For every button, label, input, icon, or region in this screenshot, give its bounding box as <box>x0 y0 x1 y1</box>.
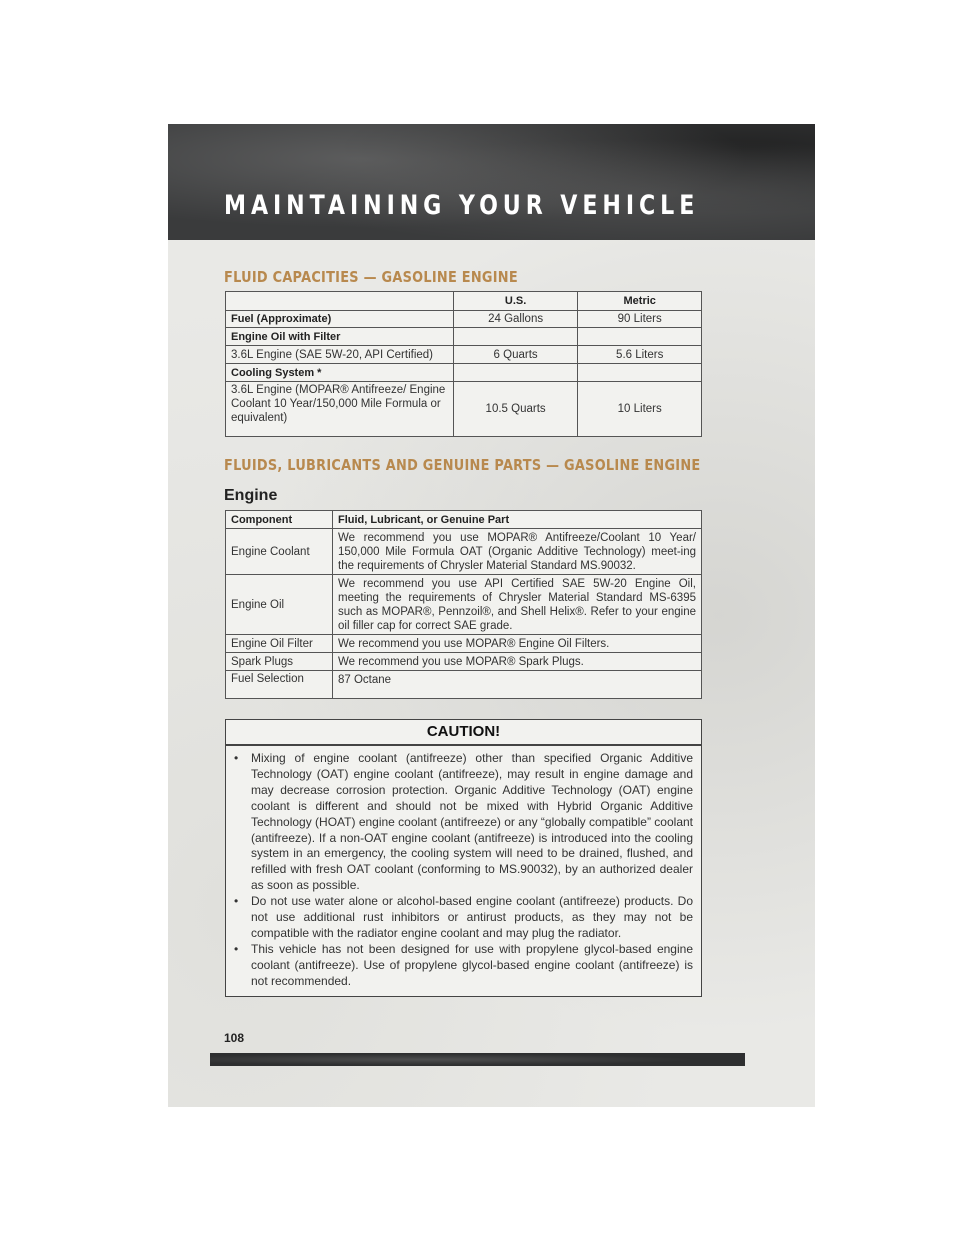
bullet-icon: • <box>234 894 239 909</box>
table-row <box>226 575 702 635</box>
table-row <box>226 653 702 671</box>
manual-page <box>168 124 815 1107</box>
table-row <box>226 311 702 328</box>
page-title: MAINTAINING YOUR VEHICLE <box>224 190 700 221</box>
footer-bar <box>210 1053 745 1066</box>
description-cell: We recommend you use MOPAR® Spark Plugs. <box>333 653 702 671</box>
row-label: Cooling System * <box>226 364 454 382</box>
component-cell: Engine Coolant <box>226 529 333 575</box>
metric-value: 10 Liters <box>578 382 702 437</box>
component-cell: Spark Plugs <box>226 653 333 671</box>
row-label: 3.6L Engine (MOPAR® Antifreeze/ Engine Coolant 10 Year/150,000 Mile Formula or equivalent) <box>226 382 454 437</box>
component-cell: Engine Oil <box>226 575 333 635</box>
bullet-icon: • <box>234 941 239 956</box>
list-item <box>234 941 693 990</box>
page-number: 108 <box>224 1031 245 1045</box>
column-header: U.S. <box>453 292 578 311</box>
caution-list <box>226 746 701 990</box>
column-header <box>226 292 454 311</box>
table-row <box>226 328 702 346</box>
list-item <box>234 894 693 942</box>
column-header: Fluid, Lubricant, or Genuine Part <box>333 511 702 529</box>
table-header-row <box>226 292 702 311</box>
table-row <box>226 382 702 437</box>
table-row <box>226 346 702 364</box>
metric-value <box>578 328 702 346</box>
caution-box <box>225 719 702 997</box>
description-cell: We recommend you use API Certified SAE 5W-20 Engine Oil, meeting the requirements of Chrysler Material Standard MS-6395 such as MOPAR®, Pennzoil®, and Shell Helix®. Refer to your engine oil filler cap for correct SAE grade. <box>333 575 702 635</box>
caution-text: Do not use water alone or alcohol-based engine coolant (antifreeze) products. Do not use additional rust inhibitors or antirust products, as they may not be compatible with the radiator engine coolant and may plug the radiator. <box>251 894 693 940</box>
caution-text: Mixing of engine coolant (antifreeze) other than specified Organic Additive Technology (OAT) engine coolant (antifreeze), may result in engine damage and may decrease corrosion protection. Organic Additive Technology (OAT) engine coolant is different and should not be mixed with Hybrid Organic Additive Technology (HOAT) engine coolant (antifreeze) or any “globally compatible” coolant (antifreeze). If a non-OAT engine coolant (antifreeze) is introduced into the cooling system in an emergency, the cooling system will need to be drained, flushed, and refilled with fresh OAT coolant (conforming to MS.90032), by an authorized dealer as soon as possible. <box>251 751 694 893</box>
column-header: Component <box>226 511 333 529</box>
table-row <box>226 529 702 575</box>
description-cell: 87 Octane <box>333 671 702 699</box>
row-label: 3.6L Engine (SAE 5W-20, API Certified) <box>226 346 454 364</box>
description-cell: We recommend you use MOPAR® Antifreeze/Coolant 10 Year/ 150,000 Mile Formula OAT (Organic Additive Technology) meet-ing the requirements of Chrysler Material Standard MS.90032. <box>333 529 702 575</box>
us-value: 6 Quarts <box>453 346 578 364</box>
us-value: 24 Gallons <box>453 311 578 328</box>
table-row <box>226 635 702 653</box>
fluids-lubricants-title: FLUIDS, LUBRICANTS AND GENUINE PARTS — GASOLINE ENGINE <box>224 456 701 474</box>
fluids-table <box>225 510 702 699</box>
component-cell: Fuel Selection <box>226 671 333 699</box>
metric-value <box>578 364 702 382</box>
fluid-capacities-table <box>225 291 702 437</box>
engine-subtitle: Engine <box>224 487 278 504</box>
table-row <box>226 364 702 382</box>
caution-text: This vehicle has not been designed for use with propylene glycol-based engine coolant (antifreeze). Use of propylene glycol-based engine coolant (antifreeze) is not recommended. <box>251 941 693 988</box>
table-header-row <box>226 511 702 529</box>
header-banner <box>168 124 815 240</box>
column-header: Metric <box>578 292 702 311</box>
table-row <box>226 671 702 699</box>
us-value <box>453 328 578 346</box>
us-value: 10.5 Quarts <box>453 382 578 437</box>
component-cell: Engine Oil Filter <box>226 635 333 653</box>
us-value <box>453 364 578 382</box>
description-cell: We recommend you use MOPAR® Engine Oil Filters. <box>333 635 702 653</box>
row-label: Fuel (Approximate) <box>226 311 454 328</box>
row-label: Engine Oil with Filter <box>226 328 454 346</box>
metric-value: 90 Liters <box>578 311 702 328</box>
metric-value: 5.6 Liters <box>578 346 702 364</box>
fluid-capacities-title: FLUID CAPACITIES — GASOLINE ENGINE <box>224 268 518 286</box>
list-item <box>234 751 694 894</box>
bullet-icon: • <box>234 751 239 765</box>
caution-title: CAUTION! <box>226 720 701 746</box>
